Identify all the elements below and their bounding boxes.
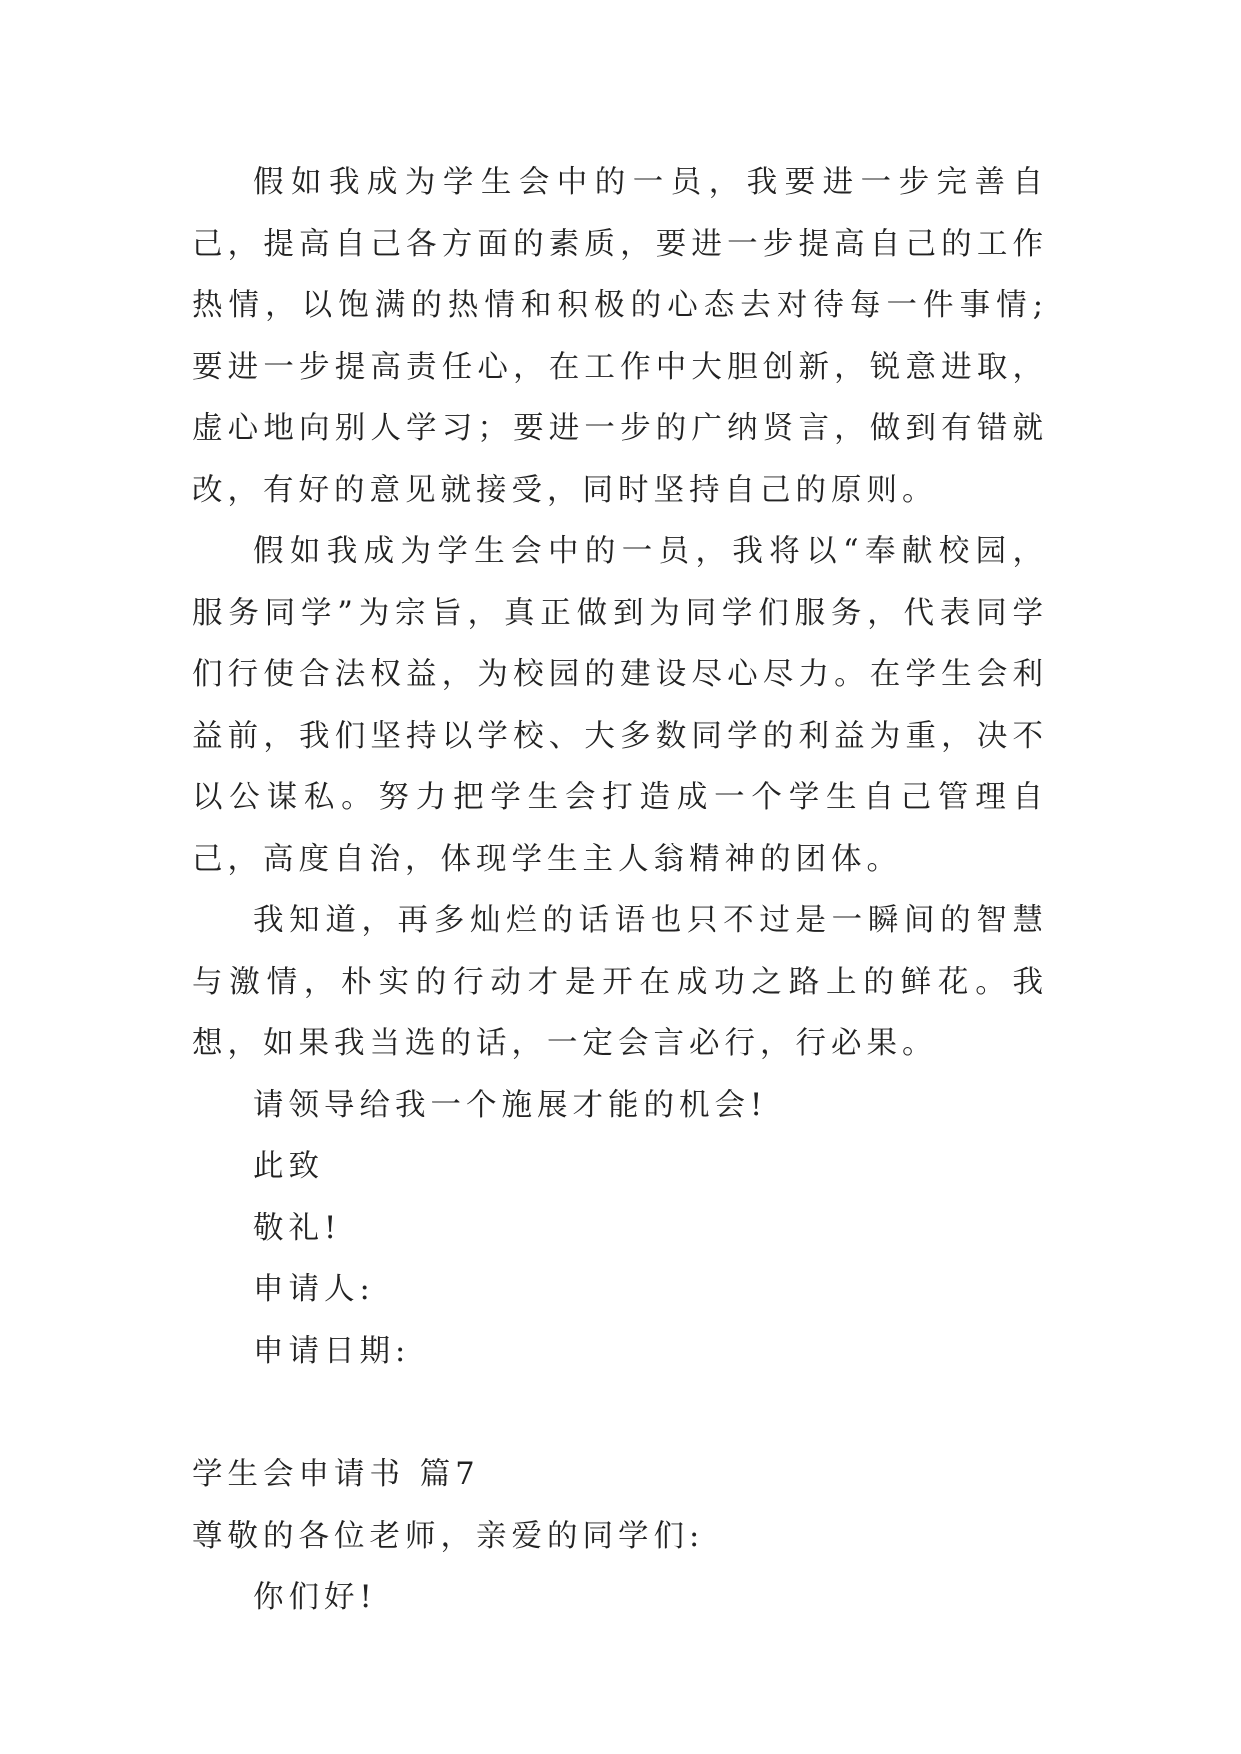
section-title: 学生会申请书 篇7 xyxy=(192,1457,480,1492)
section-spacer xyxy=(192,1382,1048,1444)
body-paragraph-1: 假如我成为学生会中的一员，我要进一步完善自己，提高自己各方面的素质，要进一步提高自己的工作热情，以饱满的热情和积极的心态去对待每一件事情;要进一步提高责任心，在工作中大胆创新，锐意进取，虚心地向别人学习；要进一步的广纳贤言，做到有错就改，有好的意见就接受，同时坚持自己的原则。 xyxy=(192,165,1048,508)
document-body xyxy=(192,152,1048,1629)
application-date-label: 申请日期: xyxy=(253,1333,411,1369)
body-paragraph-2: 假如我成为学生会中的一员，我将以“奉献校园，服务同学”为宗旨，真正做到为同学们服务，代表同学们行使合法权益，为校园的建设尽心尽力。在学生会利益前，我们坚持以学校、大多数同学的利益为重，决不以公谋私。努力把学生会打造成一个学生自己管理自己，高度自治，体现学生主人翁精神的团体。 xyxy=(192,534,1048,877)
letter-salutation: 尊敬的各位老师，亲爱的同学们: xyxy=(192,1518,705,1554)
applicant-label: 申请人: xyxy=(253,1272,375,1307)
closing-salutation: 此致 xyxy=(253,1149,324,1184)
letter-greeting: 你们好! xyxy=(253,1580,377,1615)
closing-respect: 敬礼! xyxy=(253,1210,342,1246)
body-paragraph-3: 我知道，再多灿烂的话语也只不过是一瞬间的智慧与激情，朴实的行动才是开在成功之路上的鲜花。我想，如果我当选的话，一定会言必行，行必果。 xyxy=(192,903,1048,1061)
request-line: 请领导给我一个施展才能的机会! xyxy=(253,1087,768,1123)
